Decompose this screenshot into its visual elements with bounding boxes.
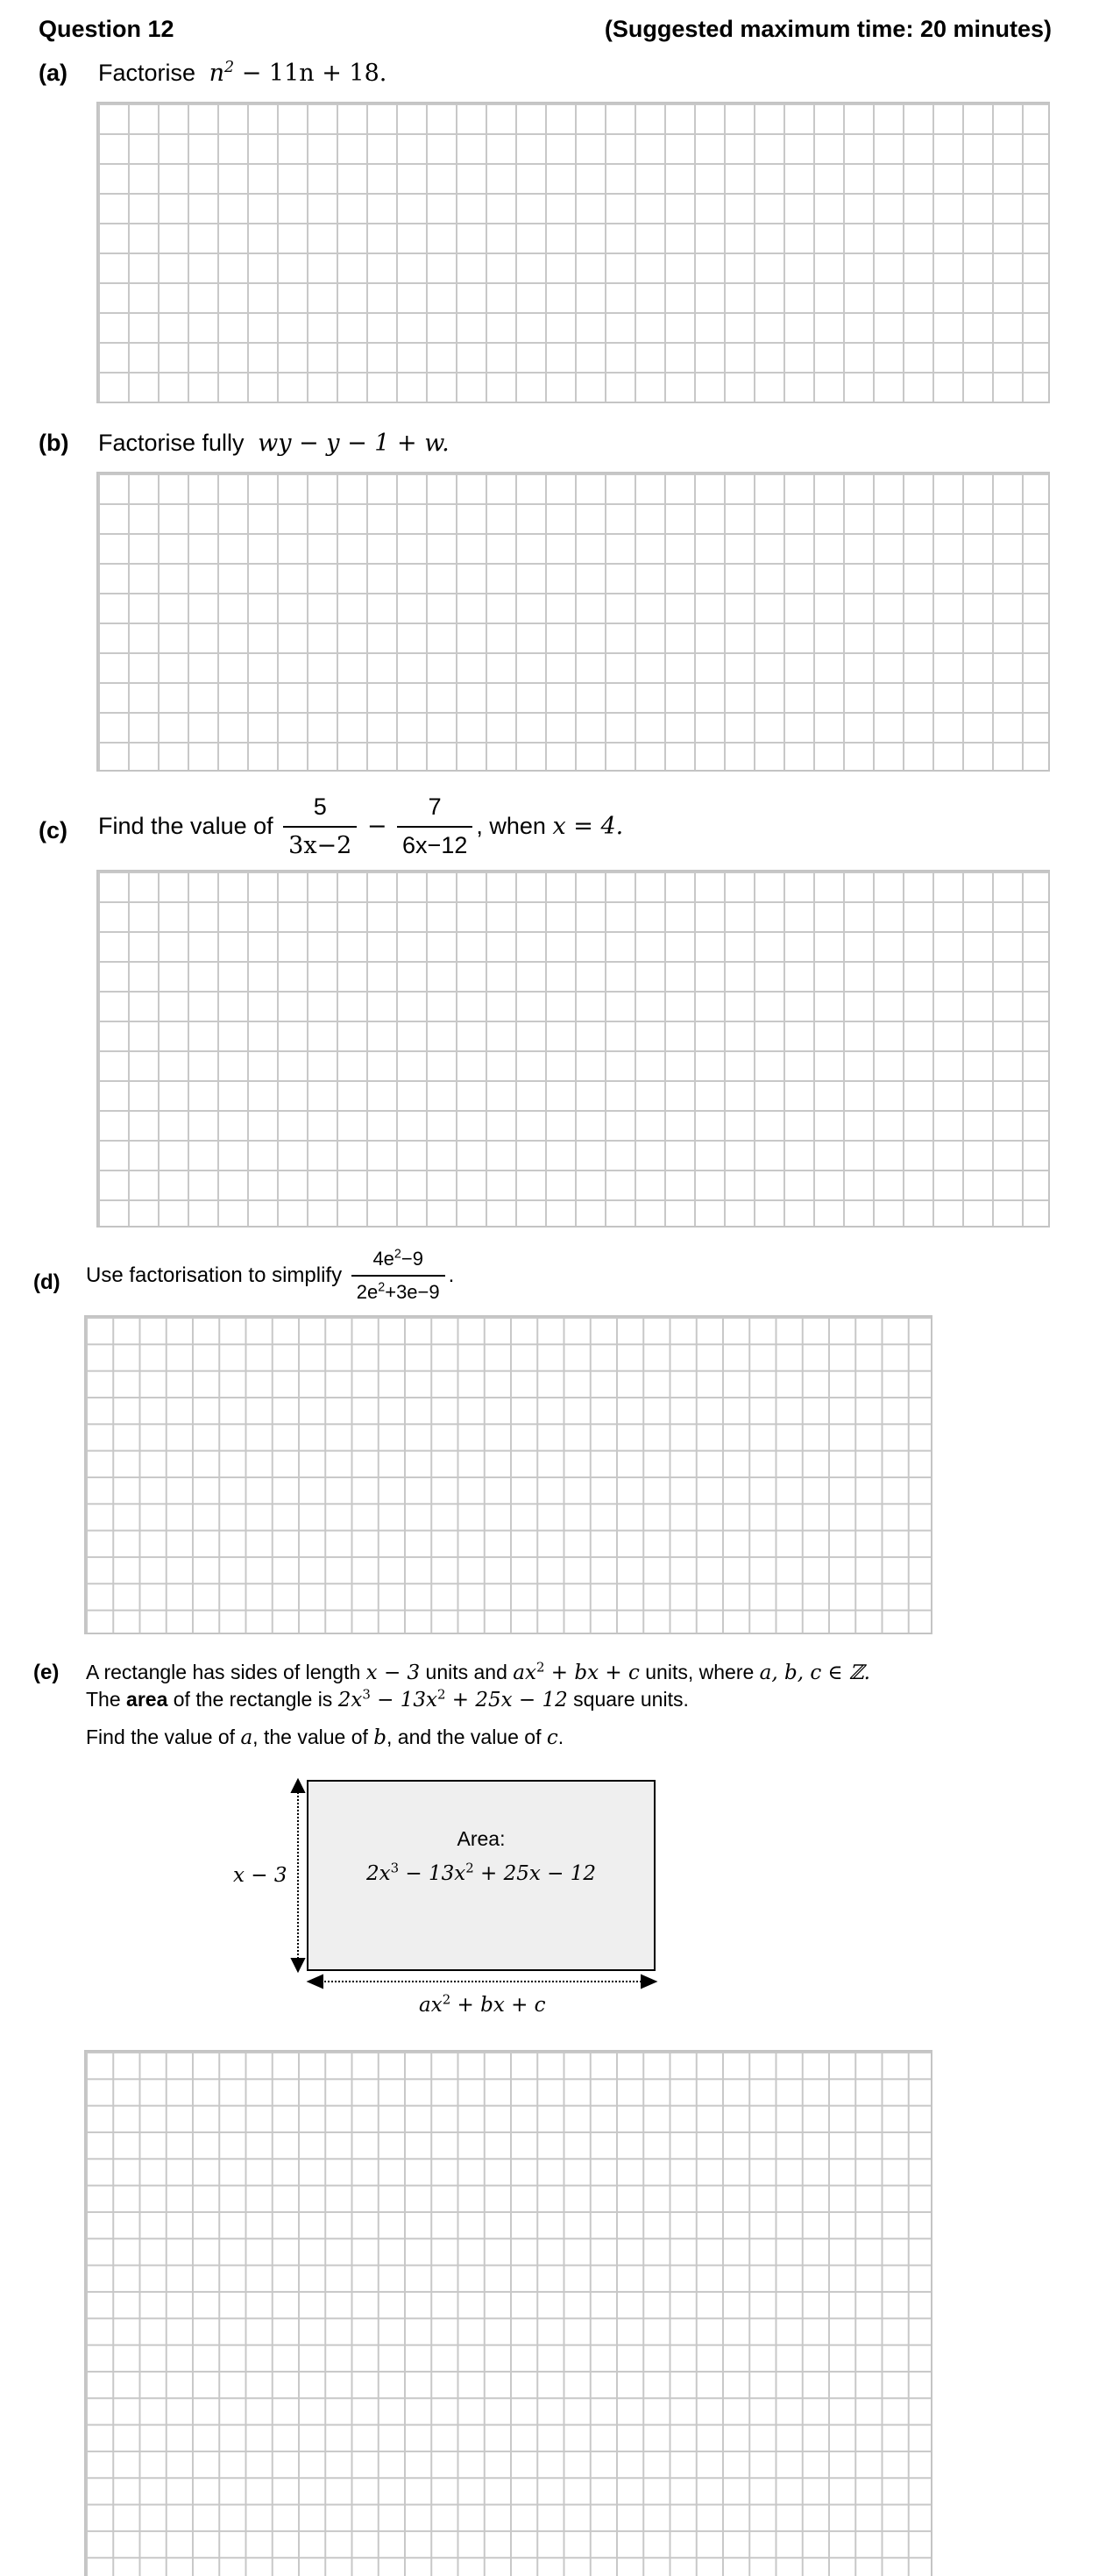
part-d-period: .	[448, 1263, 455, 1287]
part-c-fraction-2	[397, 794, 472, 858]
part-c-frac1-den: 3x−2	[288, 831, 352, 859]
part-e-line2-c: square units.	[573, 1688, 689, 1711]
part-c-comma: ,	[476, 812, 483, 839]
part-e-line3-a-var: a	[240, 1726, 253, 1749]
part-e-line1-c: units, where	[645, 1661, 755, 1683]
part-d-fraction	[351, 1249, 445, 1303]
answer-grid-b[interactable]	[96, 472, 1050, 772]
bottom-label-b: + bx + c	[450, 1994, 546, 2017]
part-e-line1-set: a, b, c ∈ ℤ.	[759, 1662, 870, 1684]
part-d-num-a: 4e	[372, 1248, 394, 1270]
area-exp1: 3	[390, 1860, 400, 1876]
part-e-line3-c-var: c	[546, 1726, 558, 1749]
part-e-line1-expr2-exp: 2	[535, 1659, 545, 1676]
side-label: x − 3	[233, 1864, 287, 1887]
bottom-label	[419, 1991, 546, 2017]
part-a-expr-rest: − 11n + 18.	[234, 60, 387, 87]
part-b-question	[98, 430, 450, 457]
area-expr-a: 2x	[365, 1862, 391, 1885]
part-e-line3-c: , and the value of	[386, 1726, 542, 1748]
bottom-label-a: ax	[419, 1994, 443, 2017]
area-label: Area:	[457, 1827, 506, 1850]
part-e-line3-a: Find the value of	[86, 1726, 236, 1748]
part-e-line3-b-var: b	[373, 1726, 386, 1749]
dimension-arrows	[0, 1771, 1099, 2034]
part-e-line2-expr-b: − 13x	[370, 1689, 437, 1711]
answer-grid-d[interactable]	[84, 1315, 932, 1634]
part-b-expr: wy − y − 1 + w.	[258, 430, 450, 457]
part-e-line1-b: units and	[425, 1661, 507, 1683]
part-a-expr-base: n	[209, 60, 224, 87]
part-e-line3-d: .	[557, 1726, 564, 1748]
part-e-line-3	[86, 1726, 564, 1749]
bottom-label-exp: 2	[442, 1991, 451, 2008]
part-e-label: (e)	[33, 1661, 60, 1684]
part-c-text: Find the value of	[98, 812, 273, 839]
part-d-question	[86, 1249, 454, 1303]
part-a-question	[98, 60, 386, 87]
part-a-text: Factorise	[98, 60, 196, 86]
part-c-minus: −	[366, 812, 387, 840]
part-e-line2-b: of the rectangle is	[173, 1688, 333, 1711]
part-d-den-b: +3e−9	[385, 1281, 440, 1304]
part-a-expr-exp: 2	[223, 59, 235, 76]
area-expr-c: + 25x − 12	[473, 1862, 597, 1885]
part-e-line2-expr-exp2: 2	[436, 1686, 446, 1703]
answer-grid-c[interactable]	[96, 870, 1050, 1228]
part-c-label: (c)	[39, 817, 67, 843]
part-c-frac2-den: 6x−12	[402, 831, 468, 858]
part-d-num-b: −9	[401, 1248, 423, 1270]
part-c-when: when	[489, 812, 546, 839]
part-e-line1-expr2-b: + bx + c	[544, 1662, 640, 1684]
part-e-line-2	[86, 1688, 689, 1711]
area-exp2: 2	[465, 1860, 474, 1876]
area-expr-b: − 13x	[399, 1862, 466, 1885]
part-e-line2-bold: area	[126, 1688, 168, 1711]
part-a-label: (a)	[39, 60, 67, 86]
answer-grid-e[interactable]	[84, 2050, 932, 2576]
part-d-num-exp: 2	[394, 1247, 401, 1262]
part-e-line2-expr-a: 2x	[337, 1689, 363, 1711]
part-e-line1-a: A rectangle has sides of length	[86, 1661, 361, 1683]
part-e-line2-a: The	[86, 1688, 121, 1711]
part-c-fraction-1	[283, 794, 357, 858]
part-e-line1-expr2-a: ax	[513, 1662, 536, 1684]
part-e-line1-expr1: x − 3	[365, 1662, 421, 1684]
part-d-label: (d)	[33, 1270, 60, 1294]
part-e-line3-b: , the value of	[252, 1726, 368, 1748]
part-b-label: (b)	[39, 430, 69, 456]
part-d-text: Use factorisation to simplify	[86, 1263, 343, 1287]
part-c-condition: x = 4.	[552, 812, 624, 840]
part-e-line-1	[86, 1661, 870, 1684]
answer-grid-a[interactable]	[96, 102, 1050, 403]
horizontal-arrow	[308, 1975, 656, 1988]
part-e-line2-expr-exp1: 3	[362, 1686, 371, 1703]
part-d-den-exp: 2	[378, 1280, 386, 1295]
question-title: Question 12	[39, 16, 174, 42]
part-b-text: Factorise fully	[98, 430, 245, 456]
part-d-den-a: 2e	[356, 1281, 379, 1304]
suggested-time: (Suggested maximum time: 20 minutes)	[604, 16, 1052, 42]
part-c-frac1-num: 5	[283, 794, 357, 828]
part-c-question	[98, 794, 623, 858]
part-c-frac2-num: 7	[397, 794, 472, 828]
vertical-arrow	[292, 1780, 304, 1971]
part-e-line2-expr-c: + 25x − 12	[445, 1689, 568, 1711]
